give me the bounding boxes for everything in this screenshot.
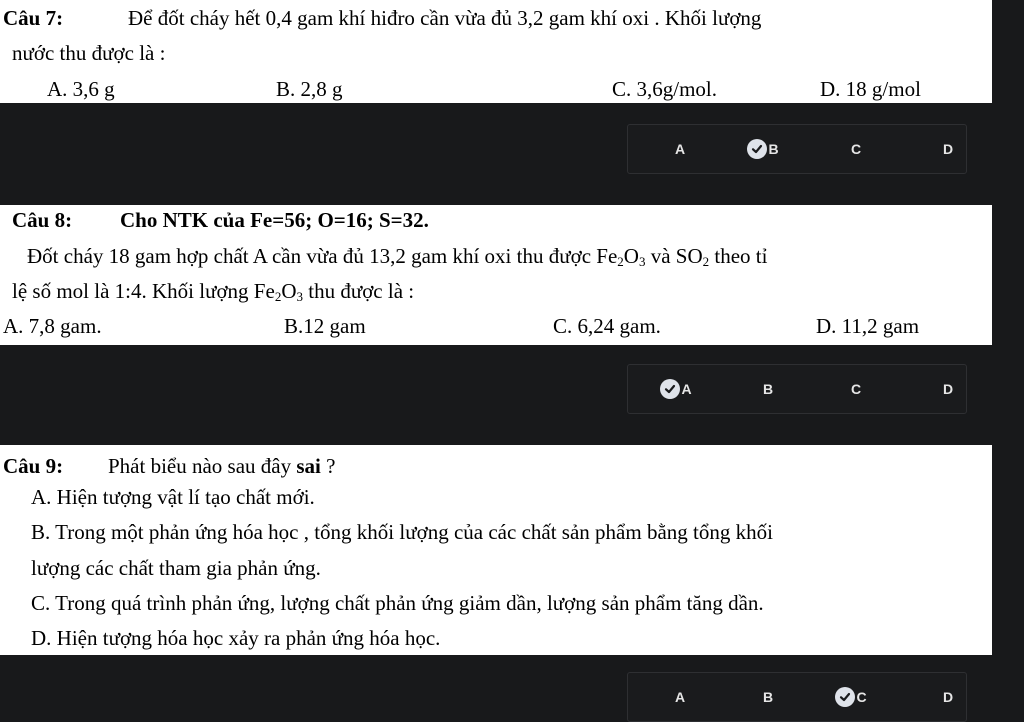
q9-answer-b[interactable] (738, 673, 798, 721)
theo-ti: theo tỉ (709, 244, 768, 268)
q7-answer-b-label: B (768, 141, 779, 157)
q8-answer-b-label: B (762, 381, 774, 397)
question-8-text-cont-main: lệ số mol là 1:4. Khối lượng Fe (12, 279, 275, 303)
question-8-option-a: A. 7,8 gam. (3, 314, 102, 338)
question-8-option-c: C. 6,24 gam. (553, 314, 661, 338)
question-9-option-b: B. Trong một phản ứng hóa học , tổng khối lượng của các chất sản phẩm bằng tổng khối (31, 520, 773, 544)
q8-answer-d[interactable] (918, 365, 978, 413)
check-icon (747, 139, 767, 159)
q8-answer-c-label: C (850, 381, 862, 397)
question-7-card (0, 0, 992, 103)
q8-answer-a[interactable] (646, 365, 706, 413)
question-9-option-d: D. Hiện tượng hóa học xảy ra phản ứng hóa học. (31, 626, 441, 650)
q9-answer-d[interactable] (918, 673, 978, 721)
question-8-card (0, 205, 992, 345)
so-subscript: 2 (702, 254, 710, 269)
o-subscript-2: 3 (296, 289, 303, 304)
q8-answer-c[interactable] (826, 365, 886, 413)
question-8-text-main: Đốt cháy 18 gam hợp chất A cần vừa đủ 13,2 gam khí oxi thu được Fe (27, 244, 618, 268)
question-8-text (27, 243, 767, 269)
check-icon (660, 379, 680, 399)
question-9-label: Câu 9: (3, 454, 64, 478)
q7-answer-a-label: A (674, 141, 686, 157)
q7-answer-d-label: D (942, 141, 954, 157)
fe-subscript-2: 2 (274, 289, 282, 304)
question-7-label: Câu 7: (3, 6, 64, 30)
o-subscript: 3 (638, 254, 646, 269)
and-so: và SO (645, 244, 703, 268)
question-8-intro: Cho NTK của Fe=56; O=16; S=32. (120, 208, 429, 232)
question-7-option-d: D. 18 g/mol (820, 77, 921, 101)
q8-answer-b[interactable] (738, 365, 798, 413)
q9-answer-a-label: A (674, 689, 686, 705)
question-9-card (0, 445, 992, 655)
question-7-option-a: A. 3,6 g (47, 77, 115, 101)
check-icon (835, 687, 855, 707)
q8-answer-d-label: D (942, 381, 954, 397)
question-7-text-cont: nước thu được là : (12, 41, 166, 65)
question-9-option-a: A. Hiện tượng vật lí tạo chất mới. (31, 485, 315, 509)
o-symbol: O (623, 244, 639, 268)
q7-answer-a[interactable] (650, 125, 710, 173)
q9-answer-c[interactable] (821, 673, 881, 721)
question-9-option-b-cont: lượng các chất tham gia phản ứng. (31, 556, 321, 580)
q9-answer-c-label: C (856, 689, 867, 705)
q9-answer-b-label: B (762, 689, 774, 705)
question-7-option-c: C. 3,6g/mol. (612, 77, 718, 101)
question-8-label: Câu 8: (12, 208, 73, 232)
fe-subscript: 2 (617, 254, 624, 269)
q8-answer-a-label: A (681, 381, 692, 397)
question-8-text-end: thu được là : (302, 279, 415, 303)
q9-answer-a[interactable] (650, 673, 710, 721)
question-8-text-cont (12, 278, 414, 304)
q7-answer-d[interactable] (918, 125, 978, 173)
question-9-intro-bold: sai (296, 454, 321, 478)
question-7-answer-bar (627, 124, 967, 174)
question-9-answer-bar (627, 672, 967, 722)
question-9-option-c: C. Trong quá trình phản ứng, lượng chất phản ứng giảm dần, lượng sản phẩm tăng dần. (31, 591, 764, 615)
question-9-intro (108, 453, 335, 479)
question-8-option-d: D. 11,2 gam (816, 314, 920, 338)
o-symbol-2: O (281, 279, 297, 303)
q7-answer-c-label: C (850, 141, 862, 157)
q7-answer-b[interactable] (733, 125, 793, 173)
question-8-option-b: B.12 gam (284, 314, 366, 338)
question-7-option-b: B. 2,8 g (276, 77, 343, 101)
question-8-answer-bar (627, 364, 967, 414)
question-9-intro-text: Phát biểu nào sau đây (108, 454, 297, 478)
q7-answer-c[interactable] (826, 125, 886, 173)
q9-answer-d-label: D (942, 689, 954, 705)
question-7-text: Để đốt cháy hết 0,4 gam khí hiđro cần vừa đủ 3,2 gam khí oxi . Khối lượng (128, 6, 762, 30)
question-9-intro-end: ? (320, 454, 336, 478)
